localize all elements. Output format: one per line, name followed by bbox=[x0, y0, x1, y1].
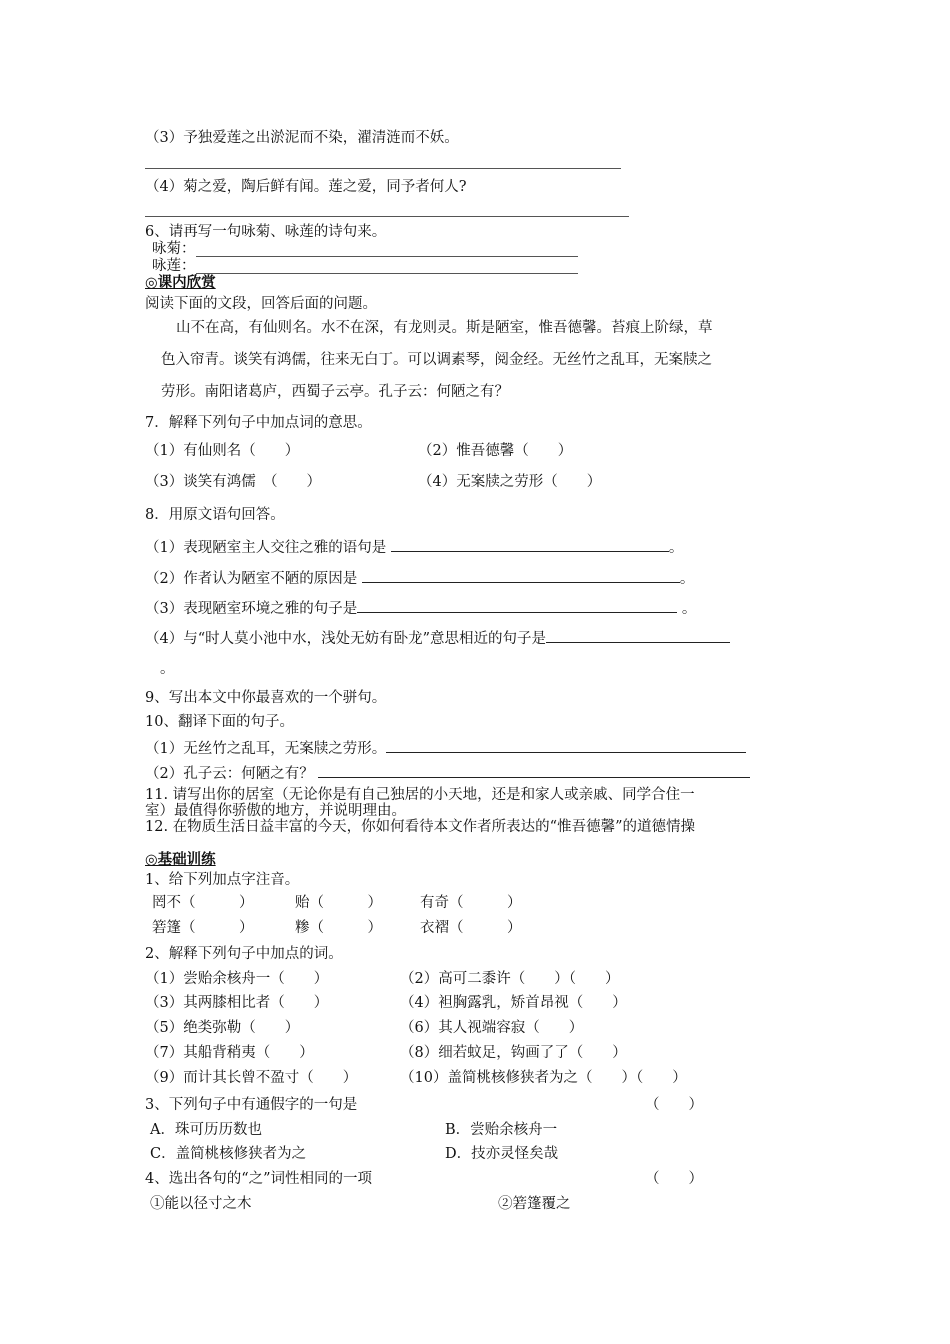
answer-line-q8-4[interactable] bbox=[546, 627, 730, 643]
basic-q2-item-9[interactable]: （9）而计其长曾不盈寸（ ） bbox=[145, 1070, 358, 1086]
answer-line-q6-lian[interactable] bbox=[196, 273, 578, 274]
basic-q4-option-2[interactable]: ②箬篷覆之 bbox=[498, 1196, 571, 1212]
basic-q1-item-4[interactable]: 箬篷（ ） bbox=[152, 920, 254, 936]
q6-lian-label: 咏莲： bbox=[152, 258, 196, 274]
question-8-title: 8．用原文语句回答。 bbox=[145, 507, 285, 523]
q8-item-2-text: （2）作者认为陋室不陋的原因是 bbox=[145, 571, 358, 587]
basic-q3-title: 3、下列句子中有通假字的一句是 bbox=[145, 1097, 358, 1113]
basic-q3-option-c[interactable]: C．盖简桃核修狭者为之 bbox=[150, 1146, 307, 1162]
q7-item-1[interactable]: （1）有仙则名（ ） bbox=[145, 443, 300, 459]
q8-item-1 bbox=[145, 536, 683, 558]
basic-q2-title: 2、解释下列句子中加点的词。 bbox=[145, 946, 343, 962]
basic-q2-item-7[interactable]: （7）其船背稍夷（ ） bbox=[145, 1045, 314, 1061]
q8-item-3-text: （3）表现陋室环境之雅的句子是 bbox=[145, 601, 358, 617]
q8-item-4-text: （4）与“时人莫小池中水，浅处无妨有卧龙”意思相近的句子是 bbox=[145, 631, 547, 647]
question-12-text: 12. 在物质生活日益丰富的今天，你如何看待本文作者所表达的“惟吾德馨”的道德情操 bbox=[145, 819, 695, 835]
q8-item-1-end: 。 bbox=[668, 540, 684, 556]
question-10-title: 10、翻译下面的句子。 bbox=[145, 714, 294, 730]
basic-q2-item-10[interactable]: （10）盖简桃核修狭者为之（ ）（ ） bbox=[400, 1070, 687, 1086]
q10-item-1 bbox=[145, 737, 746, 759]
q8-item-1-text: （1）表现陋室主人交往之雅的语句是 bbox=[145, 540, 387, 556]
q7-item-2[interactable]: （2）惟吾德馨（ ） bbox=[418, 443, 573, 459]
basic-q2-item-3[interactable]: （3）其两膝相比者（ ） bbox=[145, 995, 329, 1011]
q6-ju-label: 咏菊： bbox=[152, 241, 196, 257]
q10-item-2 bbox=[145, 762, 750, 784]
basic-q4-option-1[interactable]: ①能以径寸之木 bbox=[150, 1196, 252, 1212]
question-4-text: （4）菊之爱，陶后鲜有闻。莲之爱，同予者何人? bbox=[145, 179, 467, 195]
basic-q2-item-6[interactable]: （6）其人视端容寂（ ） bbox=[400, 1020, 584, 1036]
question-11-line-1: 11. 请写出你的居室（无论你是有自己独居的小天地，还是和家人或亲戚、同学合住一 bbox=[145, 787, 695, 803]
basic-q1-title: 1、给下列加点字注音。 bbox=[145, 872, 300, 888]
basic-q3-option-b[interactable]: B．尝贻余核舟一 bbox=[445, 1122, 558, 1138]
basic-q1-item-6[interactable]: 衣褶（ ） bbox=[420, 920, 522, 936]
answer-line-q10-2[interactable] bbox=[318, 762, 750, 778]
basic-q2-item-1[interactable]: （1）尝贻余核舟一（ ） bbox=[145, 971, 329, 987]
passage-line-2: 色入帘青。谈笑有鸿儒，往来无白丁。可以调素琴，阅金经。无丝竹之乱耳，无案牍之 bbox=[161, 352, 712, 368]
q10-item-1-text: （1）无丝竹之乱耳，无案牍之劳形。 bbox=[145, 741, 387, 757]
basic-q1-item-1[interactable]: 罔不（ ） bbox=[152, 895, 254, 911]
basic-q1-item-5[interactable]: 糁（ ） bbox=[295, 920, 382, 936]
basic-q1-item-2[interactable]: 贻（ ） bbox=[295, 895, 382, 911]
answer-line-q8-1[interactable] bbox=[391, 536, 669, 552]
basic-q3-answer-paren[interactable]: （ ） bbox=[645, 1097, 703, 1113]
q8-item-4-end: 。 bbox=[160, 661, 175, 677]
answer-line-q6-ju[interactable] bbox=[196, 256, 578, 257]
section-heading-jichu: ◎基础训练 bbox=[145, 851, 216, 868]
q10-item-2-text: （2）孔子云：何陋之有？ bbox=[145, 766, 314, 782]
basic-q4-title: 4、选出各句的“之”词性相同的一项 bbox=[145, 1171, 373, 1187]
q8-item-3 bbox=[145, 597, 696, 619]
q8-item-2-end: 。 bbox=[679, 571, 695, 587]
passage-line-1: 山不在高，有仙则名。水不在深，有龙则灵。斯是陋室，惟吾德馨。苔痕上阶绿，草 bbox=[176, 320, 713, 336]
q8-item-2 bbox=[145, 567, 694, 589]
q8-item-4 bbox=[145, 627, 730, 649]
question-6-text: 6、请再写一句咏菊、咏莲的诗句来。 bbox=[145, 224, 387, 240]
question-11-line-2: 室）最值得你骄傲的地方，并说明理由。 bbox=[145, 803, 406, 819]
q7-item-3[interactable]: （3）谈笑有鸿儒 （ ） bbox=[145, 474, 321, 490]
answer-line-q3[interactable] bbox=[145, 168, 621, 169]
answer-line-q4[interactable] bbox=[145, 216, 629, 217]
basic-q3-option-d[interactable]: D．技亦灵怪矣哉 bbox=[445, 1146, 559, 1162]
answer-line-q8-2[interactable] bbox=[362, 567, 680, 583]
q7-item-4[interactable]: （4）无案牍之劳形（ ） bbox=[418, 474, 602, 490]
section-heading-kenei: ◎课内欣赏 bbox=[145, 274, 216, 291]
basic-q4-answer-paren[interactable]: （ ） bbox=[645, 1171, 703, 1187]
basic-q1-item-3[interactable]: 有奇（ ） bbox=[420, 895, 522, 911]
basic-q2-item-5[interactable]: （5）绝类弥勒（ ） bbox=[145, 1020, 300, 1036]
answer-line-q8-3[interactable] bbox=[357, 597, 677, 613]
q8-item-3-end: 。 bbox=[681, 601, 697, 617]
basic-q2-item-8[interactable]: （8）细若蚊足，钩画了了（ ） bbox=[400, 1045, 627, 1061]
passage-line-3: 劳形。南阳诸葛庐，西蜀子云亭。孔子云：何陋之有？ bbox=[161, 384, 509, 400]
basic-q2-item-4[interactable]: （4）袒胸露乳，矫首昂视（ ） bbox=[400, 995, 627, 1011]
answer-line-q10-1[interactable] bbox=[386, 737, 746, 753]
basic-q3-option-a[interactable]: A．珠可历历数也 bbox=[150, 1122, 262, 1138]
question-9-text: 9、写出本文中你最喜欢的一个骈句。 bbox=[145, 690, 387, 706]
question-7-title: 7．解释下列句子中加点词的意思。 bbox=[145, 415, 372, 431]
basic-q2-item-2[interactable]: （2）高可二黍许（ ）（ ） bbox=[400, 971, 620, 987]
reading-instruction: 阅读下面的文段，回答后面的问题。 bbox=[145, 296, 377, 312]
question-3-text: （3）予独爱莲之出淤泥而不染，濯清涟而不妖。 bbox=[145, 130, 459, 146]
